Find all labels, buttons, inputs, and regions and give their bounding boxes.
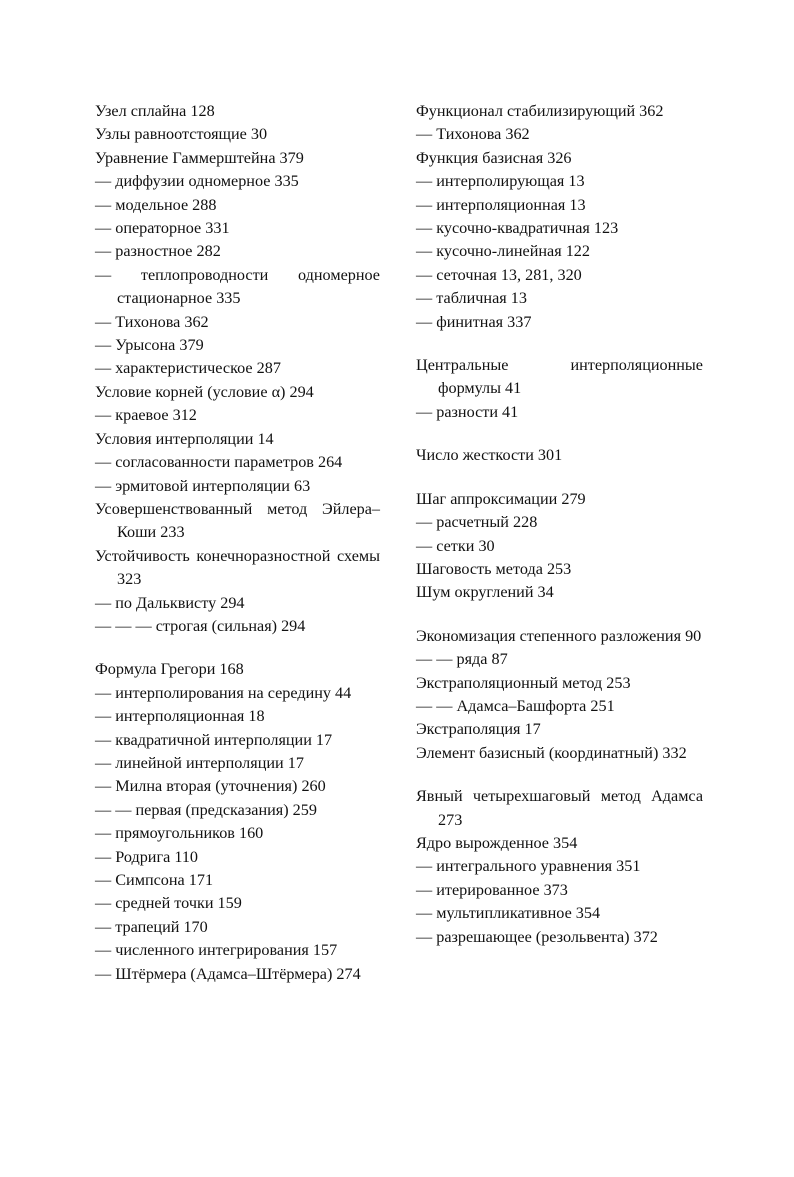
index-entry: — интегрального уравнения 351 — [416, 857, 641, 876]
index-entry: — кусочно-квадратичная 123 — [416, 219, 619, 238]
index-entry: — численного интегрирования 157 — [95, 941, 338, 960]
index-entry: — Милна вторая (уточнения) 260 — [95, 777, 326, 796]
index-entry: — Штёрмера (Адамса–Штёрмера) 274 — [95, 964, 361, 983]
index-entry: Шум округлений 34 — [416, 583, 554, 602]
index-entry: Экономизация степенного разложения 90 — [416, 626, 702, 645]
index-entry: — интерполяционная 18 — [95, 707, 265, 726]
index-entry: — прямоугольников 160 — [95, 824, 264, 843]
index-entry: — операторное 331 — [95, 219, 230, 238]
index-entry: — — Адамса–Башфорта 251 — [416, 696, 615, 715]
index-entry: — эрмитовой интерполяции 63 — [95, 476, 311, 495]
index-entry: — Тихонова 362 — [416, 125, 530, 144]
index-entry: — Тихонова 362 — [95, 312, 209, 331]
index-entry: — трапеций 170 — [95, 917, 208, 936]
index-entry: — — первая (предсказания) 259 — [95, 800, 317, 819]
index-entry: — теплопроводности одномерное стационарное 335 — [95, 265, 380, 308]
index-entry: — квадратичной интерполяции 17 — [95, 730, 333, 749]
index-entry: — Симпсона 171 — [95, 871, 214, 889]
index-entry: Шаг аппроксимации 279 — [416, 489, 586, 508]
index-entry: Экстраполяция 17 — [416, 720, 541, 739]
index-entry: Элемент базисный (координатный) 332 — [416, 743, 687, 762]
index-entry: — кусочно-линейная 122 — [416, 242, 590, 261]
index-entry: — — ряда 87 — [416, 650, 508, 669]
index-entry: — разрешающее (резольвента) 372 — [416, 927, 658, 946]
index-entry: Число жесткости 301 — [416, 446, 563, 465]
index-entry: Условие корней (условие α) 294 — [95, 382, 314, 401]
index-entry: Функционал стабилизирующий 362 — [416, 102, 664, 120]
index-entry: Центральные интерполяционные формулы 41 — [416, 356, 703, 398]
index-entry: — интерполяционная 13 — [416, 195, 586, 214]
index-entry: Явный четырехшаговый метод Адамса 273 — [416, 787, 703, 829]
index-entry: — финитная 337 — [416, 312, 532, 331]
index-entry: — Родрига 110 — [95, 847, 199, 866]
index-entry: — характеристическое 287 — [95, 359, 281, 378]
index-entry: — интерполирования на середину 44 — [95, 683, 352, 702]
index-entry: Усовершенствованный метод Эйлера–Коши 233 — [95, 499, 380, 542]
index-entry: Уравнение Гаммерштейна 379 — [95, 148, 304, 167]
index-entry: Ядро вырожденное 354 — [416, 833, 578, 852]
index-entry: — расчетный 228 — [416, 513, 538, 532]
index-entry: Устойчивость конечноразностной схемы 323 — [95, 546, 380, 589]
index-entry: — мультипликативное 354 — [416, 904, 601, 923]
index-entry: — сеточная 13, 281, 320 — [416, 265, 582, 284]
index-entry: — Урысона 379 — [95, 336, 204, 355]
index-entry: — итерированное 373 — [416, 880, 568, 899]
index-entry: Экстраполяционный метод 253 — [416, 673, 631, 692]
index-entry: — линейной интерполяции 17 — [95, 753, 304, 772]
index-entry: — средней точки 159 — [95, 894, 242, 913]
index-entry: Функция базисная 326 — [416, 148, 572, 167]
index-entry: — диффузии одномерное 335 — [95, 172, 299, 191]
index-entry: — краевое 312 — [95, 406, 197, 425]
index-entry: Шаговость метода 253 — [416, 559, 572, 578]
index-column-right — [416, 100, 703, 949]
index-entry: — модельное 288 — [95, 195, 217, 214]
index-entry: — разности 41 — [416, 402, 519, 421]
index-entry: Условия интерполяции 14 — [95, 429, 274, 448]
index-entry: — по Дальквисту 294 — [95, 593, 245, 612]
index-entry: Узел сплайна 128 — [95, 102, 215, 120]
index-column-left — [95, 100, 380, 986]
index-entry: — разностное 282 — [95, 242, 221, 261]
index-entry: Узлы равноотстоящие 30 — [95, 125, 268, 144]
index-entry: — интерполирующая 13 — [416, 172, 585, 191]
index-entry: — табличная 13 — [416, 289, 527, 308]
index-entry: — сетки 30 — [416, 536, 495, 555]
index-entry: Формула Грегори 168 — [95, 660, 244, 679]
index-entry: — согласованности параметров 264 — [95, 453, 343, 472]
index-entry: — — — строгая (сильная) 294 — [95, 616, 306, 635]
